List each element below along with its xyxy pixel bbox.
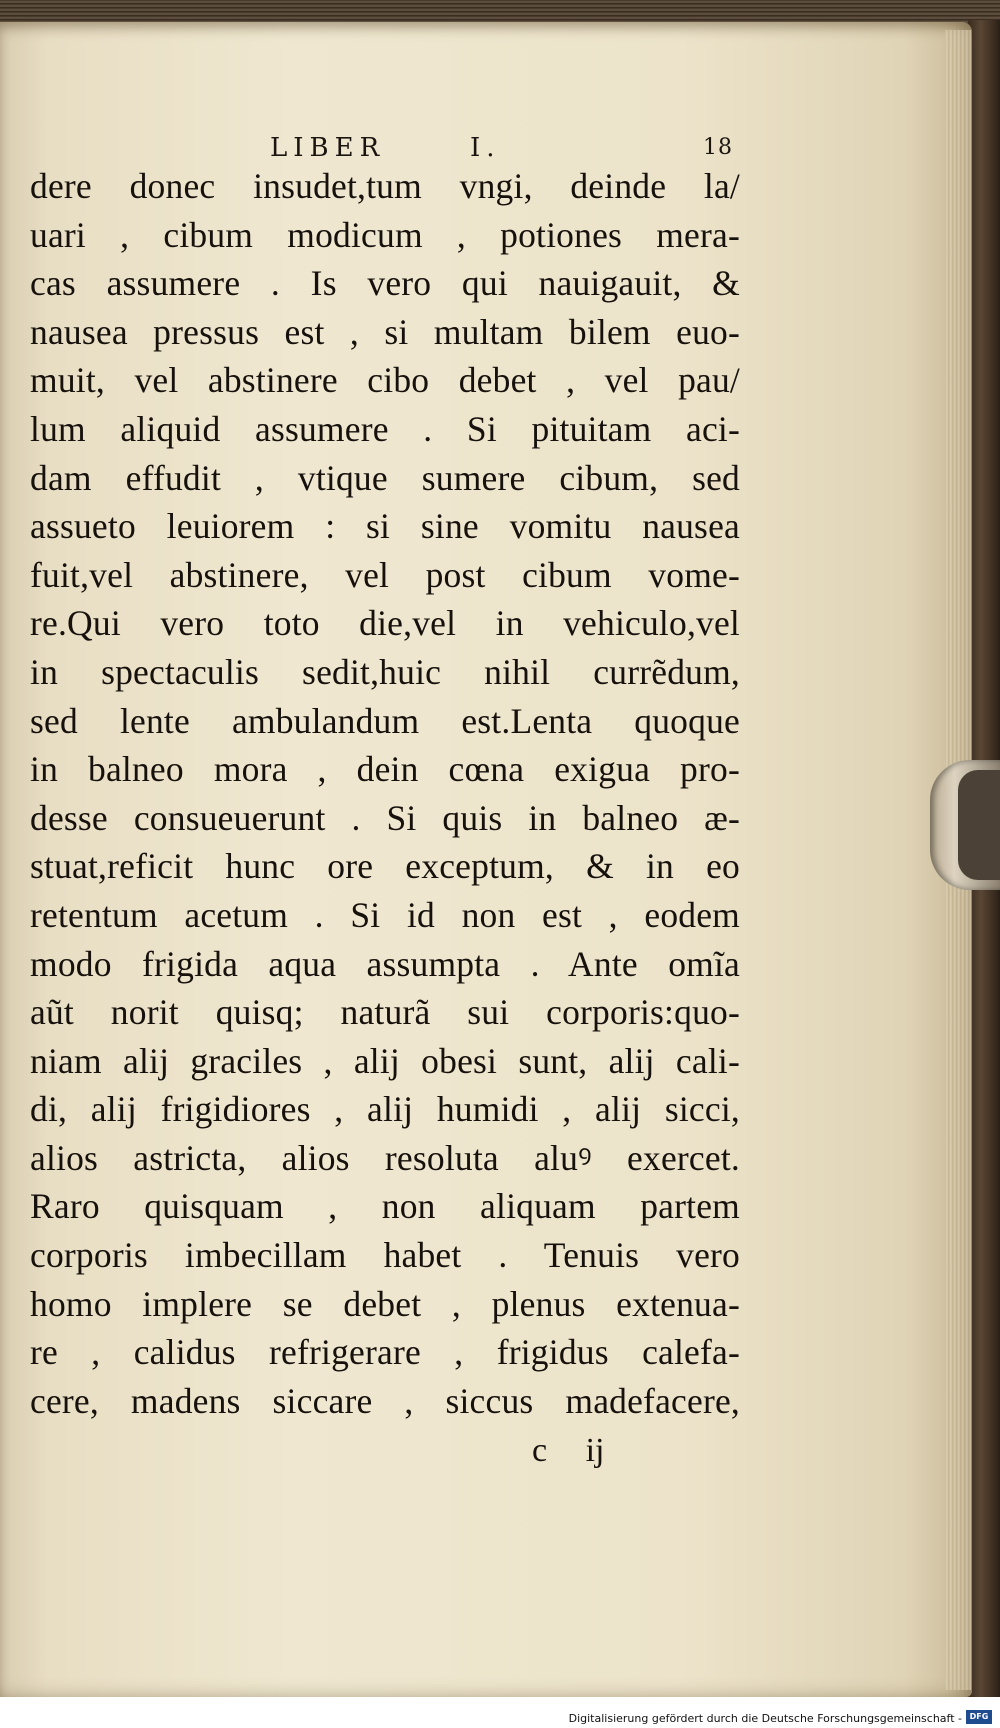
text-line: Raro quisquam , non aliquam partem (30, 1186, 740, 1227)
text-line: desse consueuerunt . Si quis in balneo æ- (30, 797, 740, 838)
text-line: di, alij frigidiores , alij humidi , alij sicci, (30, 1089, 740, 1130)
text-line: re , calidus refrigerare , frigidus calefa- (30, 1332, 740, 1373)
text-line: nausea pressus est , si multam bilem euo- (30, 311, 740, 352)
footer-credit: Digitalisierung gefördert durch die Deutsche Forschungsgemeinschaft - (568, 1712, 962, 1725)
text-line: retentum acetum . Si id non est , eodem (30, 894, 740, 935)
text-line: sed lente ambulandum est.Lenta quoque (30, 700, 740, 741)
text-line: re.Qui vero toto die,vel in vehiculo,vel (30, 603, 740, 644)
body-text (30, 162, 740, 1425)
running-header (0, 133, 972, 163)
text-line: alios astricta, alios resoluta aluꝰ exercet. (30, 1137, 740, 1178)
signature-mark: c ij (532, 1432, 605, 1469)
text-line: dere donec insudet,tum vngi, deinde la/ (30, 166, 740, 206)
text-line: cere, madens siccare , siccus madefacere, (30, 1380, 740, 1421)
dfg-logo: DFG (966, 1710, 992, 1724)
text-line: uari , cibum modicum , potiones mera- (30, 214, 740, 255)
folio-number: 18 (703, 135, 733, 160)
text-line: modo frigida aqua assumpta . Ante omĩa (30, 943, 740, 984)
clasp-clip-shadow (958, 770, 1000, 880)
text-line: fuit,vel abstinere, vel post cibum vome- (30, 554, 740, 595)
text-line: aũt norit quisq; naturã sui corporis:quo- (30, 992, 740, 1033)
text-line: niam alij graciles , alij obesi sunt, alij cali- (30, 1040, 740, 1081)
text-line: muit, vel abstinere cibo debet , vel pau/ (30, 360, 740, 401)
text-line: assueto leuiorem : si sine vomitu nausea (30, 506, 740, 547)
book-number: I. (470, 133, 501, 163)
text-line: lum aliquid assumere . Si pituitam aci- (30, 408, 740, 449)
text-line: corporis imbecillam habet . Tenuis vero (30, 1235, 740, 1276)
text-line: homo implere se debet , plenus extenua- (30, 1283, 740, 1324)
running-title: LIBER (270, 133, 386, 163)
text-line: cas assumere . Is vero qui nauigauit, & (30, 263, 740, 304)
text-line: dam effudit , vtique sumere cibum, sed (30, 457, 740, 498)
text-line: in balneo mora , dein cœna exigua pro- (30, 749, 740, 790)
text-line: stuat,reficit hunc ore exceptum, & in eo (30, 846, 740, 887)
text-line: in spectaculis sedit,huic nihil currẽdum, (30, 651, 740, 692)
